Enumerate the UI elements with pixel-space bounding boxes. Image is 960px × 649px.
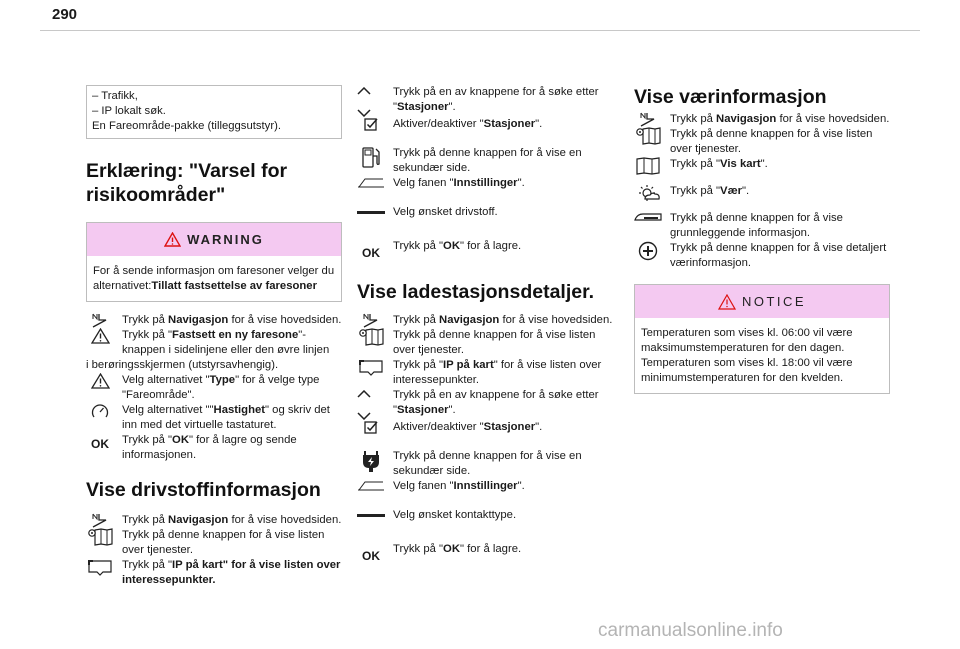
info-bar-icon (634, 211, 662, 223)
poi-map-icon (87, 558, 113, 576)
map-settings-icon (358, 328, 384, 346)
weather-icon (635, 184, 661, 202)
step-text: " for å lagre og sende informasjonen. (122, 434, 297, 461)
charging-plug-icon (362, 449, 380, 473)
selection-bar-icon (357, 513, 385, 519)
map-settings-icon (87, 528, 113, 546)
step-bold: Navigasjon (168, 314, 229, 326)
chevron-down-icon (357, 109, 371, 117)
step-bold: Fastsett en ny faresone (172, 329, 299, 341)
fuel-pump-icon (361, 146, 381, 168)
step-text: Trykk på denne knappen for å vise grunnleggende informasjon. (670, 212, 843, 239)
step-text: Trykk på denne knappen for å vise en sekundær side. (393, 147, 582, 174)
step-ok (357, 542, 613, 564)
step-detailed-info (634, 241, 890, 271)
step-bold: Navigasjon (716, 113, 777, 125)
step-text: Trykk på denne knappen for å vise en sekundær side. (393, 450, 582, 477)
page-number: 290 (52, 6, 78, 23)
step-text: Trykk på denne knappen for å vise detaljert værinformasjon. (670, 242, 887, 269)
navigation-icon (91, 313, 109, 328)
step-ok (357, 239, 613, 261)
step-text: ". (517, 480, 525, 492)
notice-body: Temperaturen som vises kl. 06:00 vil være maksimumstemperaturen for den dagen. Temperaturen som vises kl. 18:00 vil være minimumstemperaturen for den kvelden. (641, 327, 853, 384)
heading-charging-stations: Vise ladestasjonsdetaljer. (357, 281, 595, 303)
warning-text: For å sende informasjon om faresoner velger du alternativet: (93, 265, 335, 292)
chevron-down-icon (357, 412, 371, 420)
step-text: Trykk på (122, 314, 169, 326)
watermark: carmanualsonline.info (598, 620, 783, 641)
chevron-up-icon (357, 87, 371, 95)
step-text: Trykk på denne knappen for å vise listen over tjenester. (122, 529, 325, 556)
step-navigation (86, 313, 342, 328)
step-services (357, 328, 613, 358)
step-text: ". (448, 101, 456, 113)
poi-map-icon (358, 358, 384, 376)
step-text: Trykk på (393, 314, 440, 326)
weather-steps (634, 112, 890, 271)
step-bold: Vis kart (720, 158, 761, 170)
step-secondary-page (357, 449, 613, 479)
step-navigation (634, 112, 890, 127)
navigation-icon (639, 112, 657, 127)
step-text: " for å lagre. (460, 240, 522, 252)
navigation-icon (91, 513, 109, 528)
step-text: Trykk på " (670, 185, 721, 197)
step-bold: Innstillinger (453, 480, 518, 492)
step-text: ". (448, 404, 456, 416)
notice-label: NOTICE (741, 294, 807, 309)
step-speed (86, 403, 342, 433)
step-text: for å vise hovedsiden. (228, 314, 342, 326)
fuel-info-steps (86, 513, 342, 588)
warning-label: WARNING (187, 232, 264, 247)
step-bold: IP på kart (443, 359, 494, 371)
step-services (86, 528, 342, 558)
step-text: ". (760, 158, 768, 170)
step-text: Trykk på (122, 514, 169, 526)
step-bold: Type (209, 374, 236, 386)
step-text: Velg fanen " (393, 177, 454, 189)
step-text: Trykk på en av knappene for å søke etter " (393, 389, 599, 416)
speedometer-icon (91, 403, 109, 419)
box-line: – Trafikk, (92, 90, 138, 102)
warning-icon (164, 232, 181, 247)
checkbox-icon (364, 420, 378, 434)
services-list-box (86, 85, 342, 139)
step-navigation (357, 313, 613, 328)
step-text: " for å velge type "Fareområde". (122, 374, 320, 401)
step-text: Aktiver/deaktiver " (393, 118, 484, 130)
step-text: Trykk på denne knappen for å vise listen over tjenester. (670, 128, 873, 155)
step-wrap: i berøringsskjermen (utstyrsavhengig). (86, 359, 279, 371)
ok-button-glyph: OK (362, 549, 380, 563)
step-bold: OK (172, 434, 189, 446)
step-bold: Stasjoner (397, 404, 449, 416)
step-text: Trykk på " (670, 158, 721, 170)
step-bold: Navigasjon (439, 314, 500, 326)
step-type (86, 373, 342, 403)
checkbox-icon (364, 117, 378, 131)
selection-bar-icon (357, 210, 385, 216)
step-poi-map (86, 558, 342, 588)
danger-zone-steps (86, 313, 342, 463)
navigation-icon (362, 313, 380, 328)
step-fuel-choice (357, 205, 613, 225)
step-text: Velg alternativet "" (122, 404, 214, 416)
step-connector-choice (357, 508, 613, 528)
step-basic-info (634, 211, 890, 241)
warning-box (86, 222, 342, 302)
step-text: for å vise hovedsiden. (499, 314, 613, 326)
step-navigation (86, 513, 342, 528)
step-secondary-page (357, 146, 613, 176)
step-new-zone (86, 328, 342, 358)
map-icon (636, 157, 660, 175)
step-text: ". (742, 185, 750, 197)
step-text: Trykk på denne knappen for å vise listen over tjenester. (393, 329, 596, 356)
heading-weather: Vise værinformasjon (634, 86, 827, 108)
step-text: " for å vise listen over interessepunkter. (393, 359, 602, 386)
step-text: Trykk på en av knappene for å søke etter " (393, 86, 599, 113)
step-text: " for å lagre. (460, 543, 522, 555)
column-2 (357, 85, 613, 564)
step-text: Trykk på (670, 113, 717, 125)
column-3 (634, 85, 890, 394)
step-bold: IP på kart" for å vise listen over interessepunkter. (122, 559, 341, 586)
step-settings-tab (357, 479, 613, 494)
step-poi-map (357, 358, 613, 388)
warning-option: Tillatt fastsettelse av faresoner (151, 280, 317, 292)
column-1 (86, 85, 342, 588)
step-bold: Stasjoner (483, 421, 536, 433)
step-text: Velg ønsket kontakttype. (393, 509, 517, 521)
warning-triangle-icon (91, 373, 110, 389)
header-rule (40, 30, 920, 31)
notice-box (634, 284, 890, 394)
box-line: En Fareområde-pakke (tilleggsutstyr). (92, 120, 281, 132)
heading-fuel-info: Vise drivstoffinformasjon (86, 479, 321, 501)
step-text: Aktiver/deaktiver " (393, 421, 484, 433)
step-bold: Innstillinger (453, 177, 518, 189)
step-show-map (634, 157, 890, 172)
step-search-stations (357, 85, 613, 117)
step-bold: Hastighet (213, 404, 266, 416)
plus-circle-icon (638, 241, 658, 261)
step-text: Trykk på " (393, 240, 444, 252)
ok-button-glyph: OK (91, 437, 109, 451)
tab-icon (357, 176, 385, 188)
step-text: " og skriv det inn med det virtuelle tastaturet. (122, 404, 330, 431)
map-settings-icon (635, 127, 661, 145)
step-toggle-stations (357, 420, 613, 435)
warning-triangle-icon (91, 328, 110, 344)
step-bold: OK (443, 543, 460, 555)
step-text: Trykk på " (122, 329, 173, 341)
step-search-stations (357, 388, 613, 420)
step-text: for å vise hovedsiden. (776, 113, 890, 125)
step-text: "-knappen i sidelinjene eller den øvre linjen (122, 329, 330, 356)
step-weather (634, 184, 890, 199)
notice-header (635, 285, 889, 318)
chevron-up-icon (357, 390, 371, 398)
step-text: Velg ønsket drivstoff. (393, 206, 498, 218)
notice-icon (718, 294, 736, 310)
step-text: Velg fanen " (393, 480, 454, 492)
step-bold: OK (443, 240, 460, 252)
step-bold: Stasjoner (397, 101, 449, 113)
step-text: for å vise hovedsiden. (228, 514, 342, 526)
warning-header (87, 223, 341, 256)
step-bold: Stasjoner (483, 118, 536, 130)
step-text: Velg alternativet " (122, 374, 210, 386)
box-line: – IP lokalt søk. (92, 105, 166, 117)
step-text: ". (535, 118, 543, 130)
tab-icon (357, 479, 385, 491)
step-toggle-stations (357, 117, 613, 132)
step-services (634, 127, 890, 157)
ok-button-glyph: OK (362, 246, 380, 260)
step-text: Trykk på " (122, 559, 173, 571)
step-text: Trykk på " (393, 543, 444, 555)
step-text: Trykk på " (393, 359, 444, 371)
step-ok (86, 433, 342, 463)
heading-danger-zone: Erklæring: "Varsel for risikoområder" (86, 160, 288, 206)
step-bold: Navigasjon (168, 514, 229, 526)
step-text: Trykk på " (122, 434, 173, 446)
step-text: ". (517, 177, 525, 189)
warning-body (87, 256, 341, 301)
charging-steps (357, 313, 613, 564)
step-settings-tab (357, 176, 613, 191)
step-text: ". (535, 421, 543, 433)
step-bold: Vær (720, 185, 743, 197)
